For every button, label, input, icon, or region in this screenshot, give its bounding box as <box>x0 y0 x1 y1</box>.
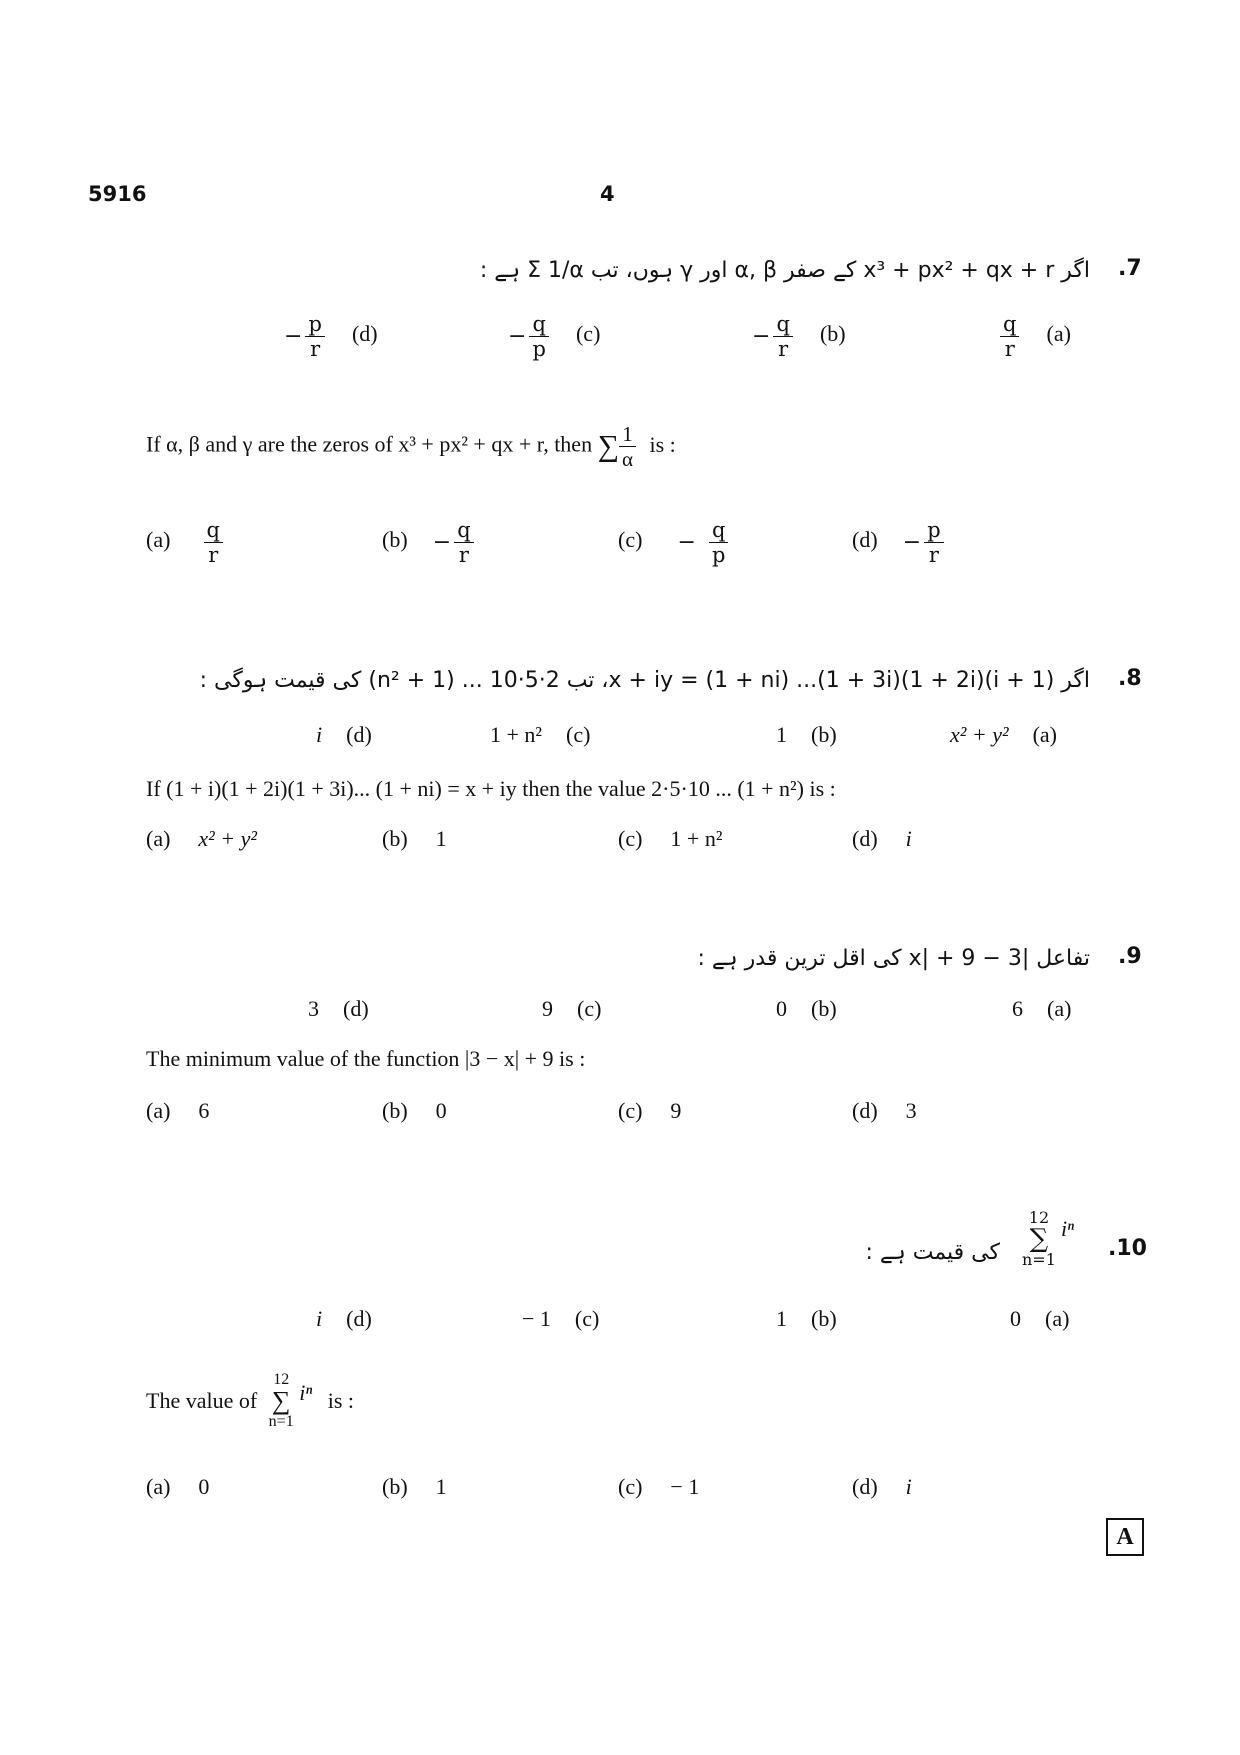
q8-urdu-option-a: x² + y² (a) <box>950 722 1057 747</box>
q9-option-a: (a) 6 <box>146 1098 210 1123</box>
q8-number: .8 <box>1118 666 1142 691</box>
q9-english-text: The minimum value of the function |3 − x| + 9 is : <box>146 1046 586 1071</box>
q10-number: .10 <box>1108 1236 1147 1261</box>
q10-english-text: The value of 12 ∑ n=1 iⁿ is : <box>146 1371 355 1430</box>
q7-option-a: (a) $\frac{q}{r}$ <box>146 518 223 567</box>
q7-urdu-option-d: − $\frac{p}{r}$ (d) <box>284 312 378 362</box>
q10-option-d: (d) i <box>852 1474 912 1499</box>
q7-urdu-option-b: − $\frac{q}{r}$ (b) <box>752 312 846 362</box>
q8-urdu-option-d: i (d) <box>316 722 372 747</box>
q9-number: .9 <box>1118 944 1142 969</box>
q7-urdu-text: اگر x³ + px² + qx + r کے صفر α, β اور γ ہوں، تب Σ 1/α ہے : <box>479 258 1090 283</box>
q7-urdu-option-c: − $\frac{q}{p}$ (c) <box>508 312 601 362</box>
q9-urdu-text: تفاعل |3 − x| + 9 کی اقل ترین قدر ہے : <box>697 946 1090 971</box>
q7-option-b: (b) − $\frac{q}{r}$ <box>382 518 474 567</box>
q8-urdu-option-c: 1 + n² (c) <box>490 722 591 747</box>
paper-code: 5916 <box>88 182 147 206</box>
q7-english-text: If α, β and γ are the zeros of x³ + px² + qx + r, then ∑ $\frac{1}{\alpha}$ is : <box>146 422 676 472</box>
q10-urdu-option-a: 0 (a) <box>1010 1306 1070 1331</box>
q7-number: .7 <box>1118 256 1142 281</box>
q8-option-a: (a) x² + y² <box>146 826 257 851</box>
q8-english-text: If (1 + i)(1 + 2i)(1 + 3i)... (1 + ni) = x + iy then the value 2·5·10 ... (1 + n²) is : <box>146 776 836 801</box>
q10-urdu-option-d: i (d) <box>316 1306 372 1331</box>
q10-option-c: (c) − 1 <box>618 1474 700 1499</box>
q10-urdu-text: کی قیمت ہے : <box>865 1240 1000 1265</box>
q8-option-b: (b) 1 <box>382 826 447 851</box>
q7-urdu-option-a: $\frac{q}{r}$ (a) <box>1000 312 1071 361</box>
series-box: A <box>1106 1518 1144 1556</box>
q10-option-b: (b) 1 <box>382 1474 447 1499</box>
q10-option-a: (a) 0 <box>146 1474 210 1499</box>
q10-urdu-summation: 12 ∑ n=1 iⁿ <box>1022 1208 1075 1269</box>
q9-urdu-option-a: 6 (a) <box>1012 996 1072 1021</box>
q9-option-d: (d) 3 <box>852 1098 917 1123</box>
q9-option-b: (b) 0 <box>382 1098 447 1123</box>
q9-urdu-option-b: 0 (b) <box>776 996 837 1021</box>
q8-option-c: (c) 1 + n² <box>618 826 723 851</box>
q9-option-c: (c) 9 <box>618 1098 682 1123</box>
q7-option-c: (c) − $\frac{q}{p}$ <box>618 518 728 567</box>
q7-option-d: (d) − $\frac{p}{r}$ <box>852 518 944 567</box>
q10-urdu-option-b: 1 (b) <box>776 1306 837 1331</box>
q10-urdu-option-c: − 1 (c) <box>522 1306 600 1331</box>
q8-urdu-option-b: 1 (b) <box>776 722 837 747</box>
q8-urdu-text: اگر (1 + i)(1 + 2i)(1 + 3i)... (1 + ni) = x + iy، تب 2·5·10 ... (1 + n²) کی قیمت ہوگی : <box>199 668 1090 693</box>
q9-urdu-option-c: 9 (c) <box>542 996 602 1021</box>
q8-option-d: (d) i <box>852 826 912 851</box>
page-number: 4 <box>600 182 615 206</box>
q9-urdu-option-d: 3 (d) <box>308 996 369 1021</box>
